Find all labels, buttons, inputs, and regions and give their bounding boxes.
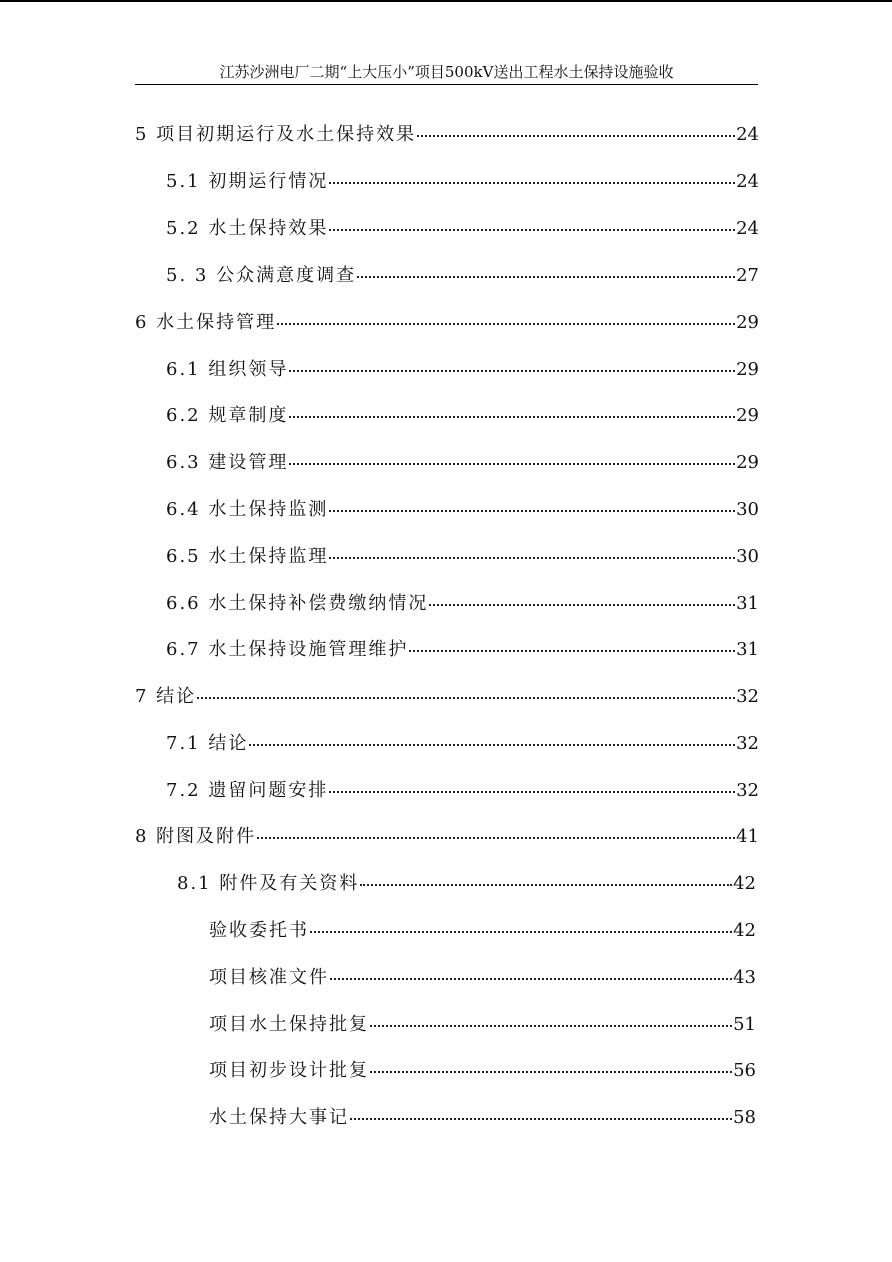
- toc-entry-label: 6 水土保持管理: [135, 312, 277, 333]
- toc-leader: [197, 677, 735, 699]
- toc-entry[interactable]: [135, 680, 759, 708]
- toc-leader: [329, 209, 735, 231]
- toc-entry-label: 6.3 建设管理: [166, 452, 289, 473]
- toc-entry[interactable]: [166, 165, 759, 193]
- toc-entry-label: 5.1 初期运行情况: [166, 171, 329, 192]
- toc-entry[interactable]: [166, 446, 759, 474]
- toc-page-number: 31: [736, 593, 759, 614]
- toc-entry[interactable]: [166, 633, 759, 661]
- toc-page-number: 42: [733, 920, 756, 941]
- toc-leader: [257, 817, 735, 839]
- toc-page-number: 30: [736, 499, 759, 520]
- toc-entry-label: 6.7 水土保持设施管理维护: [166, 639, 409, 660]
- toc-leader: [329, 490, 735, 512]
- toc-entry-label: 验收委托书: [209, 920, 309, 941]
- toc-page-number: 29: [736, 452, 759, 473]
- toc-leader: [357, 256, 735, 278]
- toc-entry-label: 项目核准文件: [209, 967, 329, 988]
- toc-page-number: 29: [736, 405, 759, 426]
- toc-entry-label: 6.1 组织领导: [166, 359, 289, 380]
- toc-page-number: 43: [733, 967, 756, 988]
- toc-page-number: 29: [736, 312, 759, 333]
- toc-leader: [417, 115, 735, 137]
- toc-entry[interactable]: [209, 1008, 756, 1036]
- toc-leader: [289, 396, 735, 418]
- toc-entry-label: 6.6 水土保持补偿费缴纳情况: [166, 593, 429, 614]
- toc-leader: [370, 1005, 732, 1027]
- toc-entry[interactable]: [166, 212, 759, 240]
- toc-leader: [329, 162, 735, 184]
- toc-entry[interactable]: [166, 774, 759, 802]
- toc-leader: [429, 584, 735, 606]
- toc-leader: [409, 630, 735, 652]
- toc-entry-label: 7.1 结论: [166, 733, 249, 754]
- toc-page-number: 29: [736, 359, 759, 380]
- toc-entry[interactable]: [209, 1054, 756, 1082]
- toc-entry[interactable]: [166, 727, 759, 755]
- toc-entry-label: 项目水土保持批复: [209, 1014, 369, 1035]
- toc-entry[interactable]: [209, 961, 756, 989]
- toc-page-number: 24: [736, 124, 759, 145]
- toc-entry[interactable]: [166, 493, 759, 521]
- toc-page-number: 24: [736, 171, 759, 192]
- toc-leader: [360, 864, 732, 886]
- toc-entry[interactable]: [166, 587, 759, 615]
- toc-entry-label: 5 项目初期运行及水土保持效果: [135, 124, 417, 145]
- running-header: 江苏沙洲电厂二期“上大压小”项目500kV送出工程水土保持设施验收: [219, 63, 674, 81]
- toc-leader: [289, 350, 735, 372]
- toc-page-number: 31: [736, 639, 759, 660]
- toc-entry-label: 6.2 规章制度: [166, 405, 289, 426]
- toc-entry-label: 5. 3 公众满意度调查: [166, 265, 357, 286]
- toc-leader: [310, 911, 732, 933]
- toc-page-number: 32: [736, 780, 759, 801]
- toc-page-number: 42: [733, 873, 756, 894]
- toc-page-number: 30: [736, 546, 759, 567]
- toc-entry[interactable]: [135, 820, 759, 848]
- toc-entry[interactable]: [166, 353, 759, 381]
- toc-entry[interactable]: [135, 118, 759, 146]
- toc-entry-label: 6.5 水土保持监理: [166, 546, 329, 567]
- toc-leader: [350, 1098, 732, 1120]
- toc-page-number: 27: [736, 265, 759, 286]
- toc-entry[interactable]: [177, 867, 756, 895]
- toc-entry[interactable]: [166, 399, 759, 427]
- toc-entry[interactable]: [166, 259, 759, 287]
- toc-page-number: 58: [733, 1107, 756, 1128]
- toc-leader: [330, 958, 732, 980]
- toc-entry[interactable]: [166, 540, 759, 568]
- toc-entry[interactable]: [135, 306, 759, 334]
- toc-entry-label: 7 结论: [135, 686, 197, 707]
- toc-entry-label: 5.2 水土保持效果: [166, 218, 329, 239]
- toc-leader: [249, 724, 735, 746]
- toc-entry-label: 8.1 附件及有关资料: [177, 873, 360, 894]
- toc-entry-label: 6.4 水土保持监测: [166, 499, 329, 520]
- toc-leader: [289, 443, 735, 465]
- toc-entry-label: 水土保持大事记: [209, 1107, 349, 1128]
- toc-page-number: 32: [736, 733, 759, 754]
- toc-leader: [329, 771, 735, 793]
- toc-entry-label: 8 附图及附件: [135, 826, 257, 847]
- toc-page-number: 32: [736, 686, 759, 707]
- toc-entry[interactable]: [209, 914, 756, 942]
- toc-entry-label: 7.2 遗留问题安排: [166, 780, 329, 801]
- toc-leader: [370, 1051, 732, 1073]
- toc-leader: [329, 537, 735, 559]
- toc-page-number: 56: [733, 1060, 756, 1081]
- toc-page-number: 41: [736, 826, 759, 847]
- toc-page-number: 24: [736, 218, 759, 239]
- toc-entry[interactable]: [209, 1101, 756, 1129]
- toc-leader: [277, 303, 735, 325]
- toc-page-number: 51: [733, 1014, 756, 1035]
- toc-entry-label: 项目初步设计批复: [209, 1060, 369, 1081]
